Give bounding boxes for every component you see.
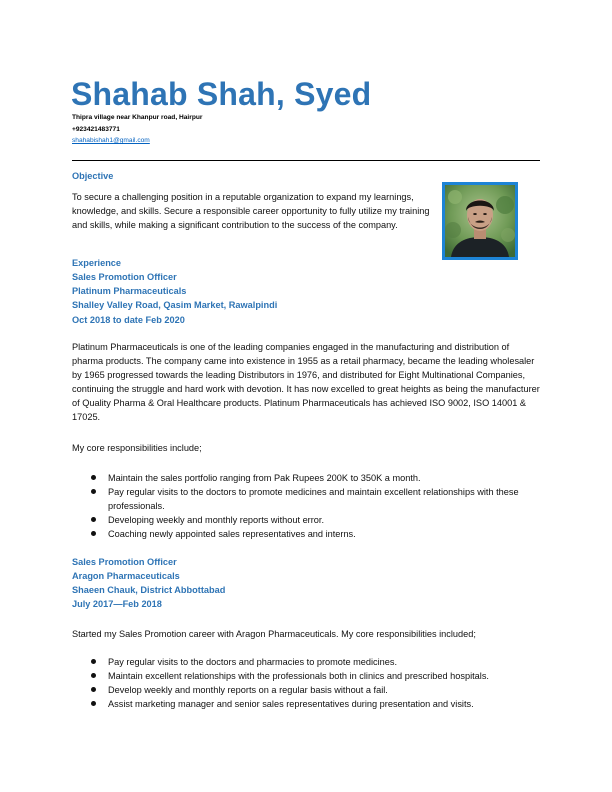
list-item: Pay regular visits to the doctors and pharmacies to promote medicines. <box>72 655 540 669</box>
list-item: Develop weekly and monthly reports on a regular basis without a fail. <box>72 683 540 697</box>
job-dates: July 2017—Feb 2018 <box>72 599 162 609</box>
email-link[interactable]: shahabishah1@gmail.com <box>72 137 150 144</box>
responsibilities-list <box>72 471 540 541</box>
person-photo-icon <box>445 185 515 257</box>
job-dates: Oct 2018 to date Feb 2020 <box>72 315 185 325</box>
company-description: Platinum Pharmaceuticals is one of the leading companies engaged in the manufacturing and distribution of pharma products. The company came into existence in 1955 as a retail pharmacy, became the leading wholesaler by 1965 progressed towards the leading Distributors in 1976, and distributed for Eight Multinational Companies, continuing the struggle and hard work with devotion. It has now excelled to great heights as being the manufacturer of Quality Pharma & Oral Healthcare products. Platinum Pharmaceuticals has achieved ISO 9002, ISO 14001 & 17025. <box>72 342 540 423</box>
bullet-icon <box>91 489 96 494</box>
list-item: Assist marketing manager and senior sales representatives during presentation and visits. <box>72 697 540 711</box>
list-item: Coaching newly appointed sales representatives and interns. <box>72 527 540 541</box>
bullet-icon <box>91 531 96 536</box>
job-title: Sales Promotion Officer <box>72 272 177 282</box>
phone-number: +923421483771 <box>72 126 120 133</box>
bullet-icon <box>91 517 96 522</box>
responsibilities-list <box>72 655 540 711</box>
responsibilities-intro: My core responsibilities include; <box>72 443 202 453</box>
bullet-icon <box>91 701 96 706</box>
objective-text: To secure a challenging position in a reputable organization to expand my learnings, knowledge, and skills. Secure a responsible career opportunity to fully utilize my training and skills, while making a significant contribution to the success of the company. <box>72 192 430 231</box>
list-item: Developing weekly and monthly reports without error. <box>72 513 540 527</box>
list-item: Maintain the sales portfolio ranging from Pak Rupees 200K to 350K a month. <box>72 471 540 485</box>
job-location: Shalley Valley Road, Qasim Market, Rawalpindi <box>72 300 278 310</box>
objective-heading: Objective <box>72 171 114 181</box>
experience-heading: Experience <box>72 258 122 268</box>
job-title: Sales Promotion Officer <box>72 557 177 567</box>
list-item: Maintain excellent relationships with the professionals both in clinics and prescribed hospitals. <box>72 669 540 683</box>
job-location: Shaeen Chauk, District Abbottabad <box>72 585 226 595</box>
address: Thipra village near Khanpur road, Hairpur <box>72 114 203 121</box>
job-company: Platinum Pharmaceuticals <box>72 286 187 296</box>
job-company: Aragon Pharmaceuticals <box>72 571 180 581</box>
profile-photo <box>442 182 518 260</box>
responsibilities-intro: Started my Sales Promotion career with Aragon Pharmaceuticals. My core responsibilities included; <box>72 629 476 639</box>
bullet-icon <box>91 687 96 692</box>
list-item: Pay regular visits to the doctors to promote medicines and maintain excellent relationships with these professionals. <box>72 485 540 513</box>
candidate-name: Shahab Shah, Syed <box>71 76 372 112</box>
header-divider <box>72 160 540 161</box>
bullet-icon <box>91 673 96 678</box>
bullet-icon <box>91 659 96 664</box>
bullet-icon <box>91 475 96 480</box>
